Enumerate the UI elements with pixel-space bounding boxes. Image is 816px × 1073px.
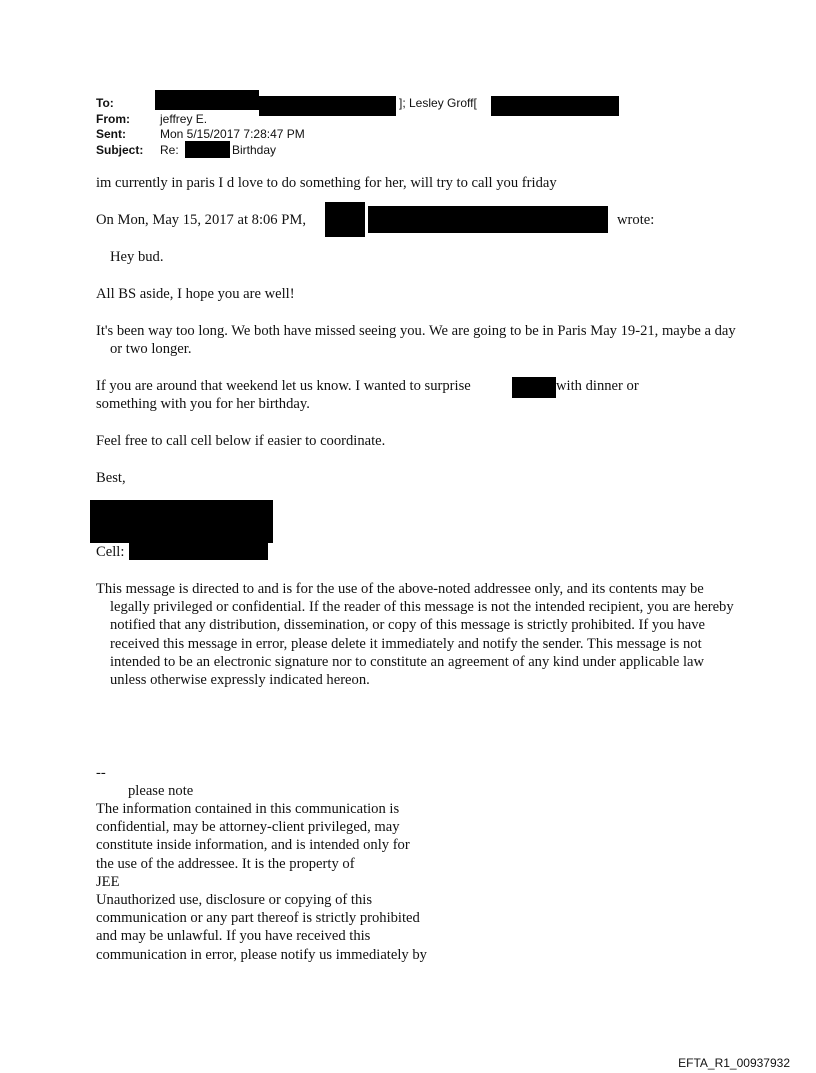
subject-label: Subject:: [96, 142, 144, 157]
reply-text: im currently in paris I d love to do something for her, will try to call you friday: [96, 175, 557, 191]
quoted-greeting: Hey bud.: [110, 249, 164, 265]
redaction-sender-1: [325, 202, 365, 237]
notice-line: Unauthorized use, disclosure or copying of this: [96, 892, 373, 909]
document-id: EFTA_R1_00937932: [678, 1056, 790, 1070]
notice-line: the use of the addressee. It is the property of: [96, 855, 355, 872]
signature-dashes: --: [96, 765, 106, 781]
redaction-to-2: [259, 96, 396, 116]
to-value-mid: ]; Lesley Groff[: [399, 96, 477, 110]
from-label: From:: [96, 111, 130, 126]
redaction-signature: [90, 500, 273, 543]
quoted-disclaimer: This message is directed to and is for the use of the above-noted addressee only, and its contents may be legally privileged or confidential. If the reader of this message is not the intended recipient, you are hereby notified that any distribution, dissemination, or copy of this message is strictly prohibited. If you have received this message in error, please delete it immediately and notify the sender. This message is not intended to be an electronic signature nor to constitute an agreement of any kind under applicable law unless otherwise expressly indicated hereon.: [96, 581, 734, 689]
subject-suffix: Birthday: [232, 142, 277, 157]
subject-prefix: Re:: [160, 142, 179, 157]
redaction-to-1: [155, 90, 259, 110]
notice-line: communication in error, please notify us immediately by: [96, 946, 427, 963]
quoted-paragraph-2: It's been way too long. We both have missed seeing you. We are going to be in Paris May 19-21, maybe a day or two longer.: [96, 323, 736, 358]
notice-line: communication or any part thereof is strictly prohibited: [96, 910, 420, 927]
to-label: To:: [96, 96, 114, 110]
signature-notice: [96, 800, 427, 964]
notice-line: constitute inside information, and is intended only for: [96, 837, 410, 854]
please-note: please note: [128, 783, 194, 799]
cell-label: Cell:: [96, 544, 125, 560]
from-value: jeffrey E.: [160, 111, 208, 126]
quoted-paragraph-1: All BS aside, I hope you are well!: [96, 286, 295, 302]
notice-line: JEE: [96, 873, 120, 890]
notice-line: The information contained in this communication is: [96, 801, 400, 817]
redaction-sender-2: [368, 206, 608, 233]
quote-intro-suffix: wrote:: [617, 212, 655, 228]
notice-line: confidential, may be attorney-client privileged, may: [96, 819, 400, 836]
quoted-signoff: Best,: [96, 470, 126, 486]
sent-label: Sent:: [96, 127, 126, 141]
sent-value: Mon 5/15/2017 7:28:47 PM: [160, 127, 305, 141]
redaction-to-3: [491, 96, 619, 116]
notice-line: and may be unlawful. If you have received this: [96, 928, 371, 945]
quoted-paragraph-3-end: [96, 377, 656, 413]
quoted-paragraph-3-rest: with dinner or something with you for her birthday.: [96, 378, 639, 413]
quoted-paragraph-4: Feel free to call cell below if easier to coordinate.: [96, 433, 386, 449]
quoted-paragraph-3-start: If you are around that weekend let us know. I wanted to surprise: [96, 378, 471, 394]
redaction-subject: [185, 141, 230, 158]
redaction-cell: [129, 543, 268, 560]
quote-intro-prefix: On Mon, May 15, 2017 at 8:06 PM,: [96, 212, 306, 228]
